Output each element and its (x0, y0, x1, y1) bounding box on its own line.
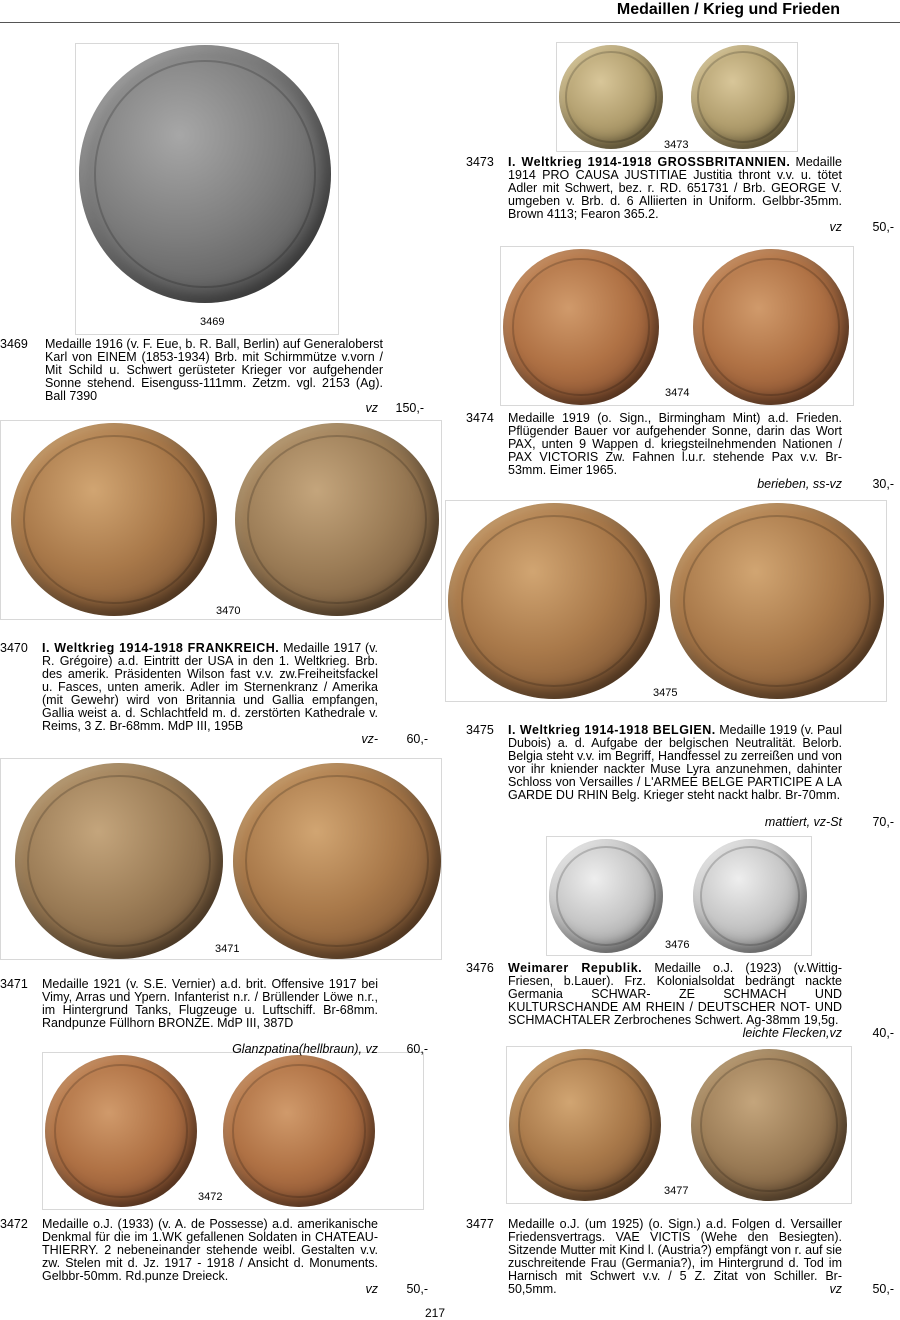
medal-reverse (693, 249, 849, 405)
page-number: 217 (425, 1306, 446, 1320)
lot-description (508, 412, 842, 477)
lot-condition: vz (365, 1282, 378, 1296)
lot-condition: vz (829, 1282, 842, 1296)
lot-price: 50,- (872, 220, 894, 234)
medal-reverse (223, 1055, 375, 1207)
lot-price: 70,- (872, 815, 894, 829)
medal-obverse (509, 1049, 661, 1201)
section-title: Medaillen / Krieg und Frieden (616, 1, 840, 18)
lot-description (42, 642, 378, 733)
medal-reverse (670, 503, 884, 699)
lot-3475 (466, 724, 896, 834)
lot-3472 (0, 1218, 440, 1304)
lot-number: 3469 (0, 337, 28, 351)
lot-description (42, 1218, 378, 1283)
medal-photo-3471 (0, 758, 442, 960)
lot-condition: vz (365, 401, 378, 415)
lot-text: Medaille o.J. (1933) (v. A. de Possesse) a.d. amerikanische Denkmal für die im 1.WK gefallenen Soldaten in CHATEAU-THIERRY. 2 nebeneinander stehende weibl. Gestalten v.v. zw. Stelen mit d. Jz. 1917 - 1918 / Ansicht d. Monuments. Gelbbr-50mm. Rd.punze Dreieck. (42, 1217, 378, 1283)
page-header (0, 0, 900, 26)
lot-number: 3473 (466, 155, 494, 169)
lot-description (508, 962, 842, 1027)
lot-heading: Weimarer Republik. (508, 961, 643, 975)
lot-text: Medaille 1916 (v. F. Eue, b. R. Ball, Berlin) auf Generaloberst Karl von EINEM (1853-1934) Brb. mit Schirmmütze v.vorn / Mit Schild u. Schwert gerüsteter Krieger vor aufgehender Sonne stehend. Eisenguss-111mm. Zetzm. vgl. 2153 (Ag). Ball 7390 (45, 337, 383, 403)
header-rule (0, 22, 900, 23)
lot-price: 50,- (872, 1282, 894, 1296)
lot-condition: Glanzpatina(hellbraun), vz (232, 1042, 378, 1056)
lot-price: 60,- (406, 1042, 428, 1056)
medal-obverse (559, 45, 663, 149)
lot-text: Medaille 1914 PRO CAUSA JUSTITIAE Justitia thront v.v. u. tötet Adler mit Schwert, bez. r. RD. 651731 / Brb. GEORGE V. umgeben v. Brb. d. 6 Alliierten in Uniform. Gelbbr-35mm. Brown 4113; Fearon 365.2. (508, 155, 842, 221)
medal-reverse (691, 45, 795, 149)
medal-obverse (11, 423, 217, 616)
medal-photo-3477 (506, 1046, 852, 1204)
lot-text: Medaille 1919 (o. Sign., Birmingham Mint) a.d. Frieden. Pflügender Bauer vor aufgehender Sonne, darin das Wort PAX, unten 9 Wappen d. kriegsteilnehmenden Nationen / PAX VICTORIS Zw. Fahnen l.u.r. stehende Pax v.v. Br-53mm. Eimer 1965. (508, 411, 842, 477)
medal-photo-3473 (556, 42, 798, 152)
medal-obverse (503, 249, 659, 405)
lot-text: Medaille 1921 (v. S.E. Vernier) a.d. brit. Offensive 1917 bei Vimy, Arras und Ypern. Infanterist n.r. / Brüllender Löwe n.r., im Hintergrund Tanks, Flugzeuge u. Luftschiff. Br-68mm. Randpunze Füllhorn BRONZE. MdP III, 387D (42, 977, 378, 1030)
photo-number: 3476 (665, 939, 690, 951)
medal-photo-3472 (42, 1052, 424, 1210)
lot-price: 30,- (872, 477, 894, 491)
medal-obverse (15, 763, 223, 959)
medal-obverse (45, 1055, 197, 1207)
lot-number: 3474 (466, 411, 494, 425)
lot-number: 3477 (466, 1217, 494, 1231)
lot-price: 60,- (406, 732, 428, 746)
medal-image (79, 45, 331, 303)
medal-reverse (693, 839, 807, 953)
lot-condition: vz- (361, 732, 378, 746)
medal-photo-3475 (445, 500, 887, 702)
lot-text: Medaille 1917 (v. R. Grégoire) a.d. Eintritt der USA in den 1. Weltkrieg. Brb. des amerik. Präsidenten Wilson fast v.v. zw.Freiheitsfackel u. Fasces, unten amerik. Adler im Sternenkranz / Amerika (mit Gewehr) wird von Britannia und Gallia empfangen, Gallia weist a. d. Schlachtfeld m. d. zerstörten Kathedrale v. Reims, 3 Z. Br-68mm. MdP III, 195B (42, 641, 378, 733)
lot-text: Medaille o.J. (um 1925) (o. Sign.) a.d. Folgen d. Versailler Friedensvertrags. VAE VICTIS (Wehe den Besiegten). Sitzende Mutter mit Kind l. (Austria?) empfängt von r. auf sie zuschreitende Frau (Germania?), im Hintergrund d. Tod im Harnisch mit Schwert v.v. / 5 Z. Zitat von Schiller. Br-50,5mm. (508, 1217, 842, 1296)
lot-3473 (466, 156, 896, 236)
lot-number: 3472 (0, 1217, 28, 1231)
lot-text: Medaille o.J. (1923) (v.Wittig-Friesen, b.Lauer). Frz. Kolonialsoldat bedrängt nackte Germania SCHWAR- ZE SCHMACH UND KULTURSCHANDE AM RHEIN / DEUTSCHER NOT- UND SCHMACHTALER Zerbrochenes Schwert. Ag-38mm 19,5g. (508, 961, 842, 1027)
medal-photo-3470 (0, 420, 442, 620)
medal-reverse (233, 763, 441, 959)
lot-text: Medaille 1919 (v. Paul Dubois) a. d. Aufgabe der belgischen Neutralität. Belorb. Belgia steht v.v. im Begriff, Handfessel zu zerreißen und von vor ihr kniender nackter Muse Lyra anzunehmen, dahinter Schloss von Versailles / L'ARMEE BELGE PARTICIPE A LA GARDE DU RHIN Belg. Krieger steht nackt halbr. Br-70mm. (508, 723, 842, 802)
lot-3476 (466, 962, 896, 1046)
photo-number: 3473 (664, 139, 689, 151)
photo-number: 3471 (215, 943, 240, 955)
lot-condition: vz (829, 220, 842, 234)
photo-number: 3470 (216, 605, 241, 617)
photo-number: 3475 (653, 687, 678, 699)
lot-3470 (0, 642, 440, 752)
medal-photo-3476 (546, 836, 812, 956)
lot-heading: I. Weltkrieg 1914-1918 GROSSBRITANNIEN. (508, 155, 791, 169)
lot-number: 3470 (0, 641, 28, 655)
lot-description (508, 724, 842, 802)
lot-3474 (466, 412, 896, 496)
medal-obverse (549, 839, 663, 953)
lot-price: 40,- (872, 1026, 894, 1040)
lot-3471 (0, 978, 440, 1058)
lot-condition: berieben, ss-vz (757, 477, 842, 491)
lot-number: 3476 (466, 961, 494, 975)
lot-description (45, 338, 383, 403)
lot-condition: leichte Flecken,vz (742, 1026, 842, 1040)
lot-number: 3471 (0, 977, 28, 991)
lot-number: 3475 (466, 723, 494, 737)
photo-number: 3477 (664, 1185, 689, 1197)
medal-photo-3474 (500, 246, 854, 406)
lot-heading: I. Weltkrieg 1914-1918 FRANKREICH. (42, 641, 280, 655)
medal-reverse (235, 423, 439, 616)
photo-number: 3474 (665, 387, 690, 399)
lot-3469 (0, 338, 440, 416)
photo-number: 3472 (198, 1191, 223, 1203)
lot-condition: mattiert, vz-St (764, 815, 842, 829)
photo-number: 3469 (200, 316, 225, 328)
lot-heading: I. Weltkrieg 1914-1918 BELGIEN. (508, 723, 716, 737)
lot-description (42, 978, 378, 1030)
lot-description (508, 156, 842, 221)
medal-photo-3469 (75, 43, 339, 335)
lot-price: 50,- (406, 1282, 428, 1296)
lot-price: 150,- (395, 401, 424, 415)
lot-3477 (466, 1218, 896, 1304)
medal-reverse (691, 1049, 847, 1201)
medal-obverse (448, 503, 660, 699)
